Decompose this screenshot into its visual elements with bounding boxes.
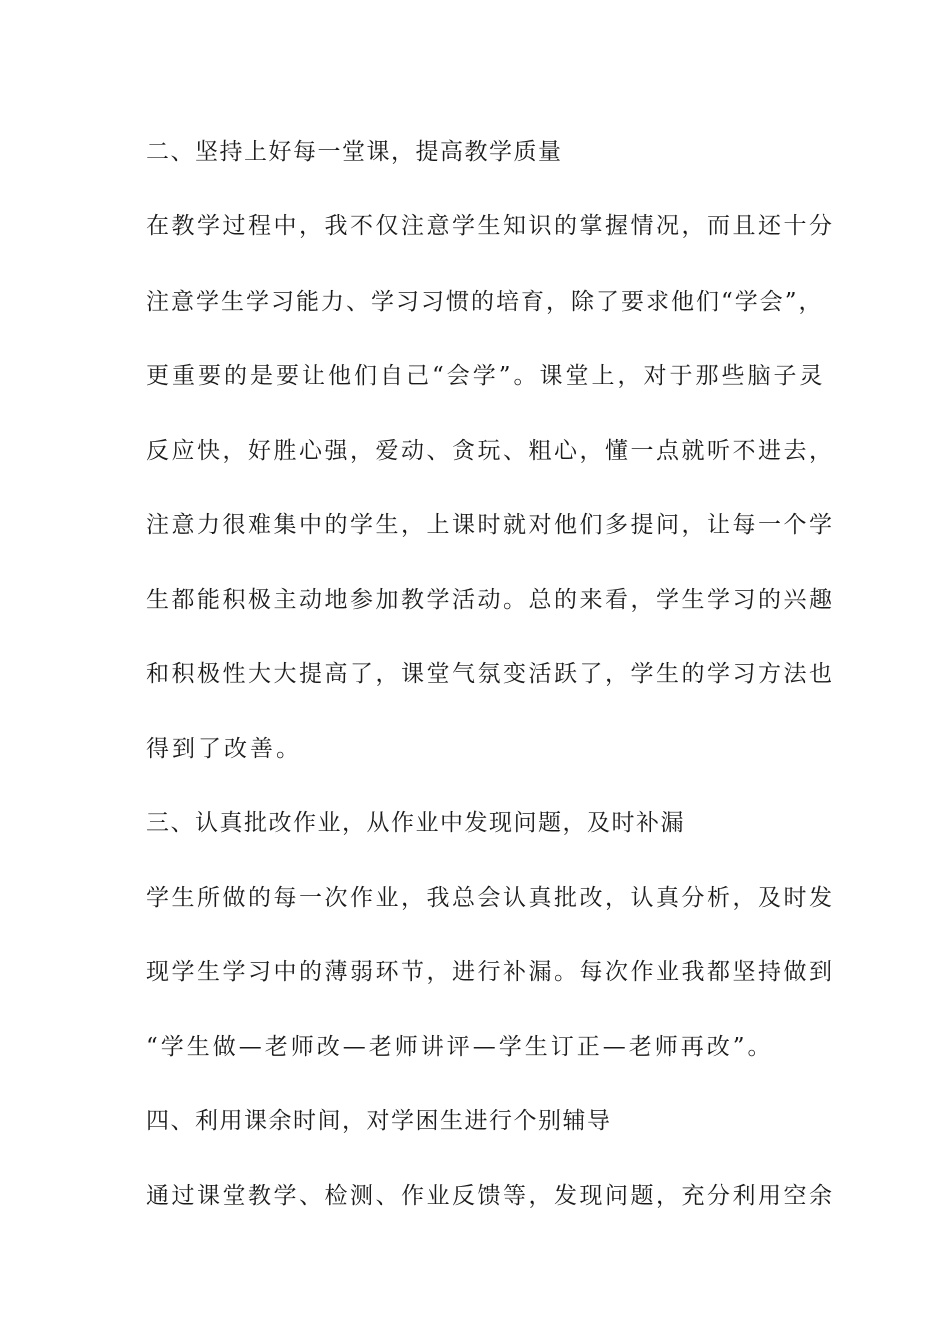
paragraph-line: 生都能积极主动地参加教学活动。总的来看，学生学习的兴趣 [146, 587, 835, 613]
paragraph-line: 注意学生学习能力、学习习惯的培育，除了要求他们“学会”， [146, 289, 824, 315]
paragraph-line: 注意力很难集中的学生，上课时就对他们多提问，让每一个学 [146, 512, 835, 538]
paragraph-line: 更重要的是要让他们自己“会学”。课堂上，对于那些脑子灵 [146, 363, 826, 389]
paragraph-line: 得到了改善。 [146, 736, 302, 762]
paragraph-line: “学生做—老师改—老师讲评—学生订正—老师再改”。 [146, 1034, 774, 1060]
paragraph-line: 反应快，好胜心强，爱动、贪玩、粗心，懂一点就听不进去， [146, 438, 835, 464]
section-heading-2: 二、坚持上好每一堂课，提高教学质量 [146, 139, 563, 165]
section-heading-4: 四、利用课余时间，对学困生进行个别辅导 [146, 1108, 612, 1134]
paragraph-line: 在教学过程中，我不仅注意学生知识的掌握情况，而且还十分 [146, 213, 835, 239]
paragraph-line: 通过课堂教学、检测、作业反馈等，发现问题，充分利用空余 [146, 1183, 835, 1209]
paragraph-line: 和积极性大大提高了，课堂气氛变活跃了，学生的学习方法也 [146, 661, 835, 687]
section-heading-3: 三、认真批改作业，从作业中发现问题，及时补漏 [146, 810, 685, 836]
paragraph-line: 现学生学习中的薄弱环节，进行补漏。每次作业我都坚持做到 [146, 959, 835, 985]
paragraph-line: 学生所做的每一次作业，我总会认真批改，认真分析，及时发 [146, 885, 835, 911]
